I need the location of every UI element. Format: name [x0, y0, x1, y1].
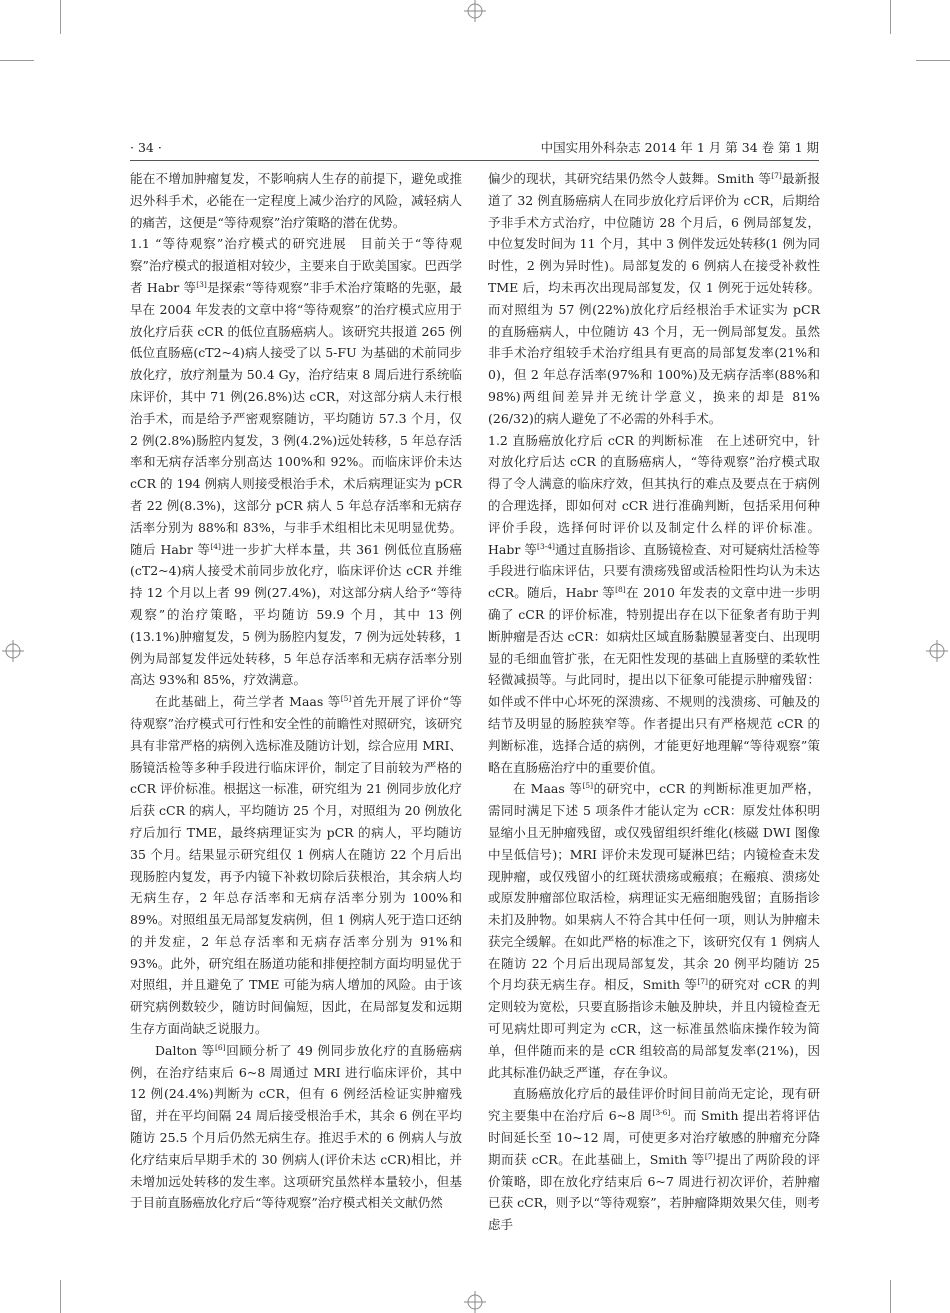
paragraph: 能在不增加肿瘤复发，不影响病人生存的前提下，避免或推迟外科手术，必能在一定程度上减少治疗的风险，减轻病人的痛苦，这便是“等待观察”治疗策略的潜在优势。 [130, 171, 462, 230]
crop-mark-top-right [890, 0, 891, 34]
crop-mark-top-left [60, 0, 61, 34]
paragraph: Dalton 等[6]回顾分析了 49 例同步放化疗的直肠癌病例，在治疗结束后 6~8 周通过 MRI 进行临床评价，其中 12 例(24.4%)判断为 cCR，但有 6 例经活检证实肿瘤残留，并在平均间隔 24 周后接受根治手术，其余 6 例在平均随访 25.5 个月后仍然无病生存。推迟手术的 6 例病人与放化疗结束后早期手术的 30 例病人(评价未达 cCR)相比，并未增加远处转移的发生率。这项研究虽然样本量较小，但基于目前直肠癌放化疗后“等待观察”治疗模式相关文献仍然 [130, 1042, 463, 1211]
crop-mark-right-top [916, 60, 950, 61]
citation: [6] [214, 1042, 226, 1052]
paragraph: 在 Maas 等[5]的研究中，cCR 的判断标准更加严格，需同时满足下述 5 项条件才能认定为 cCR：原发灶体积明显缩小且无肿瘤残留，或仅残留组织纤维化(核磁 DWI 图像中呈低信号)；MRI 评价未发现可疑淋巴结；内镜检查未发现肿瘤，或仅残留小的红斑状溃疡或瘢痕；在瘢痕、溃疡处或原发肿瘤部位取活检，病理证实无癌细胞残留；直肠指诊未扪及肿物。如果病人不符合其中任何一项，则认为肿瘤未获完全缓解。在如此严格的标准之下，该研究仅有 1 例病人在随访 22 个月后出现局部复发，其余 20 例平均随访 25 个月均获无病生存。相反，Smith 等[7]的研究对 cCR 的判定则较为宽松，只要直肠指诊未触及肿块，并且内镜检查无可见病灶即可判定为 cCR，这一标准虽然临床操作较为简单，但伴随而来的是 cCR 组较高的局部复发率(21%)，因此其标准仍缺乏严谨，存在争议。 [488, 781, 820, 1080]
citation: [7] [704, 1151, 716, 1161]
crop-mark-bottom-right [890, 1280, 891, 1313]
citation: [5] [340, 694, 352, 704]
paragraph: 在此基础上，荷兰学者 Maas 等[5]首先开展了评价“等待观察”治疗模式可行性和安全性的前瞻性对照研究，该研究具有非常严格的病例入选标准及随访计划，综合应用 MRI、肠镜活检等多种手段进行临床评价，制定了目前较为严格的 cCR 评价标准。根据这一标准，研究组为 21 例同步放化疗后获 cCR 的病人，平均随访 25 个月，对照组为 20 例放化疗后加行 TME，最终病理证实为 pCR 的病人，平均随访 35 个月。结果显示研究组仅 1 例病人在随访 22 个月后出现肠腔内复发，再予内镜下补救切除后获根治，其余病人均无病生存，2 年总存活率和无病存活率分别为 100%和 89%。对照组虽无局部复发病例，但 1 例病人死于造口还纳的并发症，2 年总存活率和无病存活率分别为 91%和 93%。此外，研究组在肠道功能和排便控制方面均明显优于对照组，并且避免了 TME 可能为病人增加的风险。由于该研究病例数较少，随访时间偏短，因此，在局部复发和远期生存方面尚缺乏说服力。 [130, 694, 462, 1037]
citation: [4] [210, 541, 221, 551]
registration-mark-left [2, 640, 24, 662]
section-heading: 1.1 “等待观察”治疗模式的研究进展 [130, 236, 347, 252]
section-1-2: 1.2 直肠癌放化疗后 cCR 的判断标准 在上述研究中，针对放化疗后达 cCR 的直肠癌病人，“等待观察”治疗模式取得了令人满意的临床疗效，但其执行的难点及要点在于病例的合理选择，即如何对 cCR 进行准确判断，包括采用何种评价手段，选择何时评价以及制定什么样的评价标准。Habr 等[3-4]通过直肠指诊、直肠镜检查、对可疑病灶活检等手段进行临床评估，只要有溃疡残留或活检阳性均认为未达 cCR。随后，Habr 等[8]在 2010 年发表的文章中进一步明确了 cCR 的评价标准，特别提出存在以下征象者有助于判断肿瘤是否达 cCR：如病灶区域直肠黏膜显著变白、出现明显的毛细血管扩张，在无阳性发现的基础上直肠壁的柔软性轻微减损等。与此同时，提出以下征象可能提示肿瘤残留：如伴或不伴中心坏死的深溃疡、不规则的浅溃疡、可触及的结节及明显的肠腔狭窄等。作者提出只有严格规范 cCR 的判断标准，选择合适的病例，才能更好地理解“等待观察”策略在直肠癌治疗中的重要价值。 [488, 432, 820, 775]
citation: [8] [615, 585, 626, 595]
citation: [3-4] [537, 541, 555, 551]
citation: [3-6] [652, 1108, 671, 1118]
section-1-1: 1.1 “等待观察”治疗模式的研究进展 目前关于“等待观察”治疗模式的报道相对较少，主要来自于欧美国家。巴西学者 Habr 等[3]是探索“等待观察”非手术治疗策略的先驱，最早在 2004 年发表的文章中将“等待观察”的治疗模式应用于放化疗后获 cCR 的低位直肠癌病人。该研究共报道 265 例低位直肠癌(cT2~4)病人接受了以 5-FU 为基础的术前同步放化疗，放疗剂量为 50.4 Gy，治疗结束 8 周后进行系统临床评价，其中 71 例(26.8%)达 cCR，对这部分病人未行根治手术，而是给予严密观察随访，平均随访 57.3 个月，仅 2 例(2.8%)肠腔内复发，3 例(4.2%)远处转移，5 年总存活率和无病存活率分别高达 100%和 92%。而临床评价未达 cCR 的 194 例病人则接受根治手术，术后病理证实为 pCR 者 22 例(8.3%)，这部分 pCR 病人 5 年总存活率和无病存活率分别为 88%和 83%，与非手术组相比未见明显优势。随后 Habr 等[4]进一步扩大样本量，共 361 例低位直肠癌(cT2~4)病人接受术前同步放化疗，临床评价达 cCR 并维持 12 个月以上者 99 例(27.4%)，对这部分病人给予“等待观察”的治疗策略，平均随访 59.9 个月，其中 13 例(13.1%)肿瘤复发，5 例为肠腔内复发，7 例为远处转移，1 例为局部复发伴远处转移，5 年总存活率和无病存活率分别高达 93%和 85%，疗效满意。 [130, 236, 462, 688]
crop-mark-left-top [0, 60, 34, 61]
paragraph: 直肠癌放化疗后的最佳评价时间目前尚无定论，现有研究主要集中在治疗后 6~8 周[3-6]。而 Smith 提出若将评估时间延长至 10~12 周，可使更多对治疗敏感的肿瘤充分降期而获 cCR。在此基础上，Smith 等[7]提出了两阶段的评价策略，即在放化疗结束后 6~7 周进行初次评价，若肿瘤已获 cCR，则予以“等待观察”，若肿瘤降期效果欠佳，则考虑手 [488, 1086, 821, 1233]
registration-mark-bottom [464, 1291, 486, 1313]
citation: [7] [697, 977, 708, 987]
running-header [130, 138, 819, 158]
crop-mark-bottom-left [60, 1280, 61, 1313]
left-column [130, 168, 462, 1214]
journal-citation: 中国实用外科杂志 2014 年 1 月 第 34 卷 第 1 期 [540, 140, 819, 155]
citation: [3] [196, 279, 207, 289]
header-rule [130, 160, 819, 161]
citation: [5] [582, 781, 594, 791]
section-heading: 1.2 直肠癌放化疗后 cCR 的判断标准 [488, 432, 704, 448]
registration-mark-top [464, 0, 486, 22]
citation: [7] [771, 171, 782, 180]
right-column [488, 168, 820, 1236]
registration-mark-right [926, 640, 948, 662]
paragraph: 偏少的现状，其研究结果仍然令人鼓舞。Smith 等[7]最新报道了 32 例直肠癌病人在同步放化疗后评价为 cCR，后期给予非手术方式治疗，中位随访 28 个月后，6 例局部复发，中位复发时间为 11 个月，其中 3 例伴发远处转移(1 例为同时性，2 例为异时性)。局部复发的 6 例病人在接受补救性 TME 后，均未再次出现局部复发，仅 1 例死于远处转移。而对照组为 57 例(22%)放化疗后经根治手术证实为 pCR 的直肠癌病人，中位随访 43 个月，无一例局部复发。虽然非手术治疗组较手术治疗组具有更高的局部复发率(21%和 0)，但 2 年总存活率(97%和 100%)及无病存活率(88%和 98%)两组间差异并无统计学意义，换来的却是 81%(26/32)的病人避免了不必需的外科手术。 [488, 171, 820, 426]
page-number: · 34 · [130, 140, 162, 155]
